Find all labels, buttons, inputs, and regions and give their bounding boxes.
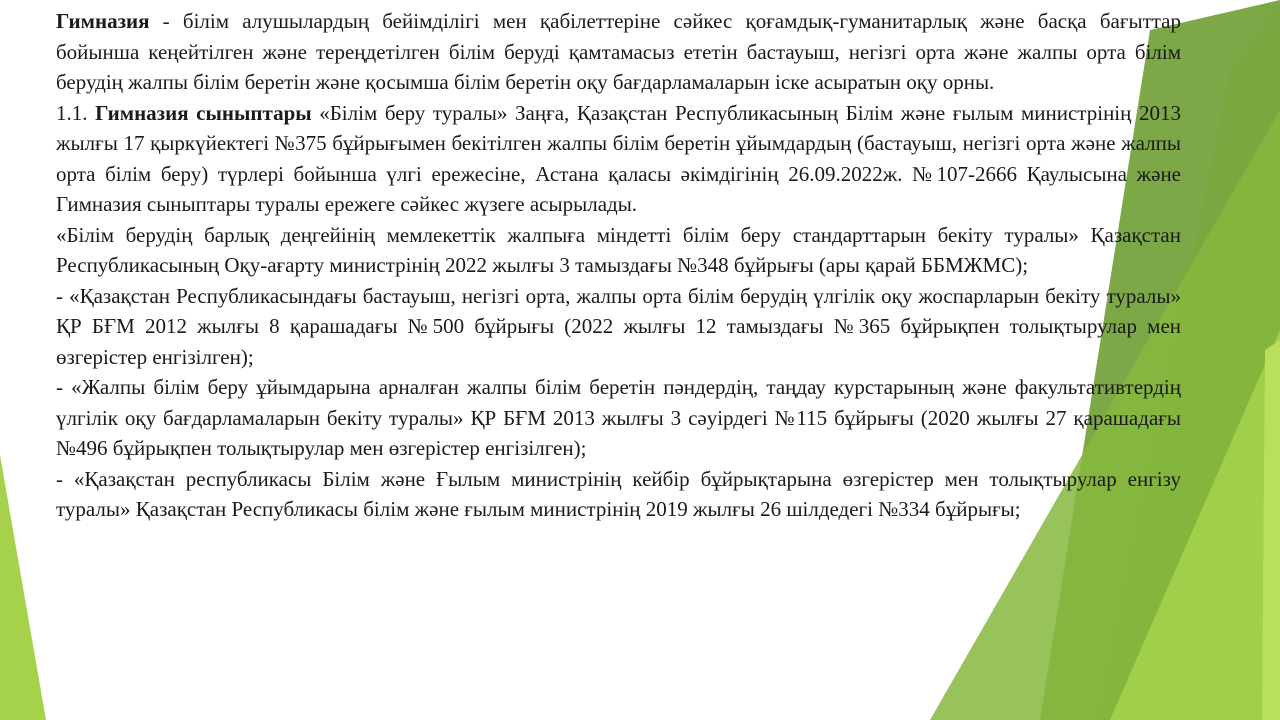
term-gymnasium: Гимназия <box>56 9 150 33</box>
definition-text: - білім алушылардың бейімділігі мен қабілеттеріне сәйкес қоғамдық-гуманитарлық және басқа бағыттар бойынша кеңейтілген және тереңдетілген білім беруді қамтамасыз ететін бастауыш, негізгі орта және жалпы орта білім берудің жалпы білім беретін және қосымша білім беретін оқу бағдарламаларын іске асыратын оқу орны. <box>56 9 1181 94</box>
right-edge-bright-strip <box>1262 340 1280 720</box>
classes-text: «Білім беру туралы» Заңға, Қазақстан Республикасының Білім және ғылым министрінің 2013 жылғы 17 қыркүйектегі №375 бұйрығымен бекітілген жалпы білім беретін ұйымдардың (бастауыш, негізгі орта және жалпы орта білім беру) түрлері бойынша үлгі ережесіне, Астана қаласы әкімдігінің 26.09.2022ж. №107-2666 Қаулысына және Гимназия сыныптары туралы ережеге сәйкес жүзеге асырылады. <box>56 100 1181 216</box>
term-gymnasium-classes: Гимназия сыныптары <box>95 100 312 125</box>
paragraph-curriculum-order: - «Қазақстан Республикасындағы бастауыш, негізгі орта, жалпы орта білім берудің үлгілік оқу жоспарларын бекіту туралы» ҚР БҒМ 2012 жылғы 8 қарашадағы №500 бұйрығы (2022 жылғы 12 тамыздағы №365 бұйрықпен толықтырулар мен өзгерістер енгізілген); <box>56 283 1181 369</box>
paragraph-gymnasium-definition <box>56 6 1181 98</box>
left-accent-shape <box>0 455 46 720</box>
paragraph-programs-order: - «Жалпы білім беру ұйымдарына арналған жалпы білім беретін пәндердің, таңдау курстарының және факультативтердің үлгілік оқу бағдарламаларын бекіту туралы» ҚР БҒМ 2013 жылғы 3 сәуірдегі №115 бұйрығы (2020 жылғы 27 қарашадағы №496 бұйрықпен толықтырулар мен өзгерістер енгізілген); <box>56 375 1181 460</box>
paragraph-amendments-order: - «Қазақстан республикасы Білім және Ғылым министрінің кейбір бұйрықтарына өзгерістер мен толықтырулар енгізу туралы» Қазақстан Республикасы білім және ғылым министрінің 2019 жылғы 26 шілдедегі №334 бұйрығы; <box>56 466 1181 521</box>
section-number: 1.1. <box>56 100 96 125</box>
paragraph-gymnasium-classes <box>56 98 1181 220</box>
paragraph-standards-order: «Білім берудің барлық деңгейінің мемлекеттік жалпыға міндетті білім беру стандарттарын бекіту туралы» Қазақстан Республикасының Оқу-ағарту министрінің 2022 жылғы 3 тамыздағы №348 бұйрығы (ары қарай ББМЖМС); <box>56 222 1181 277</box>
slide-text-body <box>56 6 1181 525</box>
